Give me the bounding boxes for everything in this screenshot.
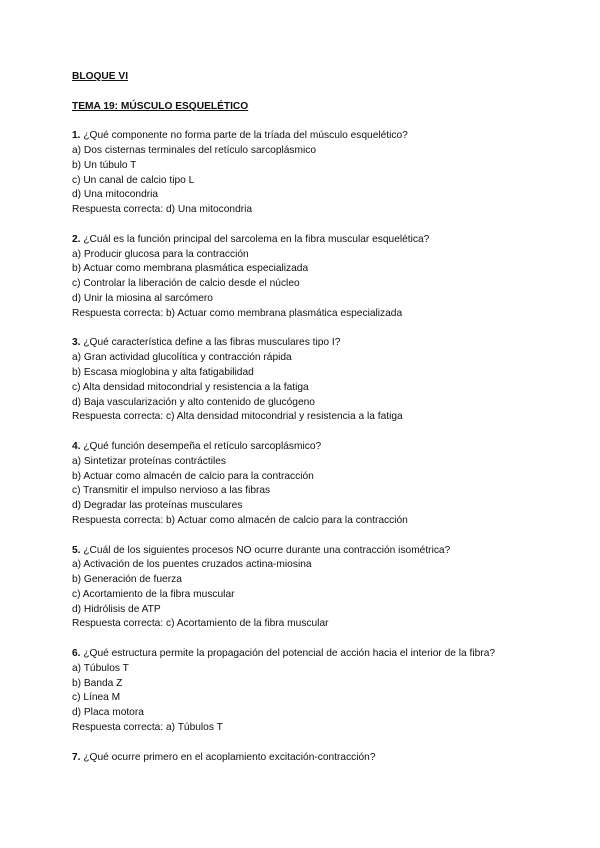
- option: d) Degradar las proteínas musculares: [72, 500, 243, 512]
- topic-heading: TEMA 19: MÚSCULO ESQUELÉTICO: [72, 100, 249, 112]
- answer: Respuesta correcta: b) Actuar como membrana plasmática especializada: [72, 307, 403, 319]
- option: c) Controlar la liberación de calcio desde el núcleo: [72, 278, 300, 290]
- option: c) Un canal de calcio tipo L: [72, 174, 195, 186]
- answer: Respuesta correcta: c) Alta densidad mitocondrial y resistencia a la fatiga: [72, 411, 403, 423]
- option: b) Escasa mioglobina y alta fatigabilidad: [72, 366, 254, 378]
- option: d) Hidrólisis de ATP: [72, 603, 161, 615]
- option: a) Sintetizar proteínas contráctiles: [72, 455, 227, 467]
- question-6: [72, 647, 522, 736]
- option: a) Producir glucosa para la contracción: [72, 248, 249, 260]
- block-heading: BLOQUE VI: [72, 71, 129, 82]
- answer: Respuesta correcta: d) Una mitocondria: [72, 204, 253, 216]
- question-7: [72, 751, 522, 766]
- option: c) Alta densidad mitocondrial y resistencia a la fatiga: [72, 381, 309, 393]
- answer: Respuesta correcta: b) Actuar como almacén de calcio para la contracción: [72, 514, 408, 526]
- question-text: ¿Cuál es la función principal del sarcolema en la fibra muscular esquelética?: [80, 233, 430, 245]
- question-text: ¿Qué característica define a las fibras musculares tipo I?: [80, 337, 341, 349]
- question-3: [72, 336, 522, 425]
- option: b) Actuar como membrana plasmática especializada: [72, 263, 309, 275]
- option: a) Túbulos T: [72, 662, 129, 674]
- question-number: 4.: [72, 440, 81, 452]
- question-4: [72, 440, 522, 529]
- option: d) Una mitocondria: [72, 189, 159, 201]
- question-1: [72, 129, 522, 218]
- question-text: ¿Cuál de los siguientes procesos NO ocurre durante una contracción isométrica?: [80, 544, 451, 556]
- question-number: 5.: [72, 544, 81, 556]
- answer: Respuesta correcta: c) Acortamiento de la fibra muscular: [72, 618, 329, 630]
- option: b) Actuar como almacén de calcio para la contracción: [72, 470, 314, 482]
- option: d) Unir la miosina al sarcómero: [72, 292, 213, 304]
- question-text: ¿Qué estructura permite la propagación del potencial de acción hacia el interior de la fibra?: [80, 648, 496, 660]
- question-number: 6.: [72, 648, 81, 660]
- option: a) Activación de los puentes cruzados actina-miosina: [72, 559, 312, 571]
- option: d) Baja vascularización y alto contenido de glucógeno: [72, 396, 315, 408]
- option: d) Placa motora: [72, 707, 144, 719]
- option: a) Dos cisternas terminales del retículo sarcoplásmico: [72, 144, 317, 156]
- option: b) Generación de fuerza: [72, 574, 182, 586]
- question-2: [72, 233, 522, 322]
- question-number: 2.: [72, 233, 81, 245]
- question-number: 7.: [72, 751, 81, 763]
- question-number: 3.: [72, 337, 81, 349]
- answer: Respuesta correcta: a) Túbulos T: [72, 722, 223, 734]
- option: c) Acortamiento de la fibra muscular: [72, 588, 235, 600]
- option: b) Banda Z: [72, 677, 123, 689]
- question-text: ¿Qué ocurre primero en el acoplamiento excitación-contracción?: [80, 751, 376, 763]
- question-number: 1.: [72, 130, 81, 142]
- question-5: [72, 544, 522, 633]
- question-text: ¿Qué función desempeña el retículo sarcoplásmico?: [80, 440, 322, 452]
- question-text: ¿Qué componente no forma parte de la tríada del músculo esquelético?: [80, 130, 408, 142]
- option: c) Línea M: [72, 692, 121, 704]
- option: a) Gran actividad glucolítica y contracción rápida: [72, 352, 292, 364]
- option: b) Un túbulo T: [72, 159, 137, 171]
- document-page: [72, 70, 522, 780]
- option: c) Transmitir el impulso nervioso a las fibras: [72, 485, 271, 497]
